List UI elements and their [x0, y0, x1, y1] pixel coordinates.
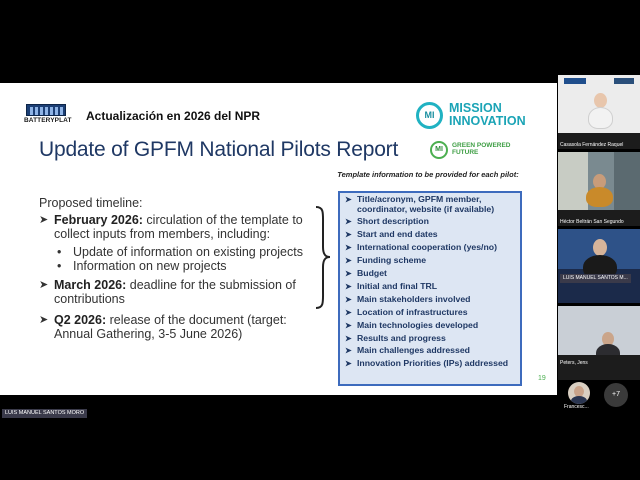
template-item: ➤ Results and progress [345, 332, 446, 343]
participant-tile[interactable] [558, 306, 640, 380]
bullet-dot-icon: • [57, 259, 62, 273]
template-item: ➤ Start and end dates [345, 229, 438, 240]
mi-logo-line2: INNOVATION [449, 114, 526, 128]
template-item: ➤ Title/acronym, GPFM member, coordinator, website (if available) [345, 194, 495, 214]
template-item: ➤ Initial and final TRL [345, 280, 438, 291]
arrow-bullet-icon: ➤ [39, 214, 49, 226]
template-item: ➤ Location of infrastructures [345, 306, 468, 317]
presenter-name-label: LUIS MANUEL SANTOS MORO [2, 409, 87, 418]
more-participants-button[interactable]: +7 [604, 383, 628, 407]
arrow-bullet-icon: ➤ [345, 230, 352, 240]
arrow-bullet-icon: ➤ [345, 269, 352, 279]
timeline-item-february: ➤ February 2026: circulation of the template to collect inputs from members, including: [39, 213, 303, 241]
arrow-bullet-icon: ➤ [345, 195, 352, 204]
gpf-logo-line2: FUTURE [452, 149, 479, 156]
shared-slide [0, 83, 557, 395]
arrow-bullet-icon: ➤ [345, 333, 352, 343]
gpf-logo-line1: GREEN POWERED [452, 142, 511, 149]
participant-tile[interactable] [558, 152, 640, 226]
arrow-bullet-icon: ➤ [345, 320, 352, 330]
arrow-bullet-icon: ➤ [345, 281, 352, 291]
participant-name: Casasola Fernández Raquel [560, 142, 624, 148]
arrow-bullet-icon: ➤ [39, 279, 49, 291]
mi-circle-icon: MI [416, 102, 443, 129]
batteryplat-logo-text: BATTERYPLAT [24, 117, 72, 124]
template-item: ➤ Innovation Priorities (IPs) addressed [345, 358, 509, 369]
sub-item-update: • Update of information on existing projects [57, 245, 303, 259]
arrow-bullet-icon: ➤ [345, 346, 352, 356]
template-item: ➤ Short description [345, 216, 429, 227]
background-logos [562, 78, 636, 86]
participant-tile[interactable] [558, 229, 640, 303]
participant-head [594, 93, 607, 108]
template-item: ➤ Main technologies developed [345, 319, 479, 330]
sub-item-new: • Information on new projects [57, 259, 227, 273]
green-powered-future-logo [430, 141, 520, 167]
slide-page-number: 19 [538, 375, 546, 382]
participant-name: LUIS MANUEL SANTOS M... [560, 274, 631, 283]
timeline-intro: Proposed timeline: [39, 196, 143, 210]
template-item: ➤ International cooperation (yes/no) [345, 242, 497, 253]
slide-header: Actualización en 2026 del NPR [86, 109, 261, 123]
template-info-box [338, 191, 522, 386]
bullet-dot-icon: • [57, 245, 62, 259]
mi-logo-line1: MISSION [449, 101, 502, 115]
participant-name: Héctor Beltrán San Segundo [560, 219, 624, 225]
template-heading: Template information to be provided for each pilot: [337, 170, 519, 179]
battery-icon [26, 104, 66, 116]
curly-brace-icon [314, 205, 332, 310]
template-item: ➤ Funding scheme [345, 255, 427, 266]
participant-avatar[interactable] [568, 382, 590, 404]
template-item: ➤ Main stakeholders involved [345, 293, 471, 304]
gpf-circle-icon: MI [430, 141, 448, 159]
timeline [39, 196, 319, 345]
arrow-bullet-icon: ➤ [345, 217, 352, 227]
batteryplat-logo [24, 103, 72, 127]
template-item: ➤ Main challenges addressed [345, 345, 470, 356]
participant-body [586, 187, 613, 207]
mission-innovation-logo [416, 101, 556, 131]
timeline-sub-list [39, 245, 319, 273]
template-item: ➤ Budget [345, 268, 387, 279]
arrow-bullet-icon: ➤ [345, 359, 352, 369]
participant-avatar-name: Francesc... [564, 404, 589, 410]
slide-title: Update of GPFM National Pilots Report [39, 138, 399, 161]
participant-name: Peters, Jens [560, 360, 588, 366]
overflow-row [558, 379, 640, 413]
timeline-item-march: ➤ March 2026: deadline for the submission of contributions [39, 278, 296, 306]
arrow-bullet-icon: ➤ [345, 294, 352, 304]
arrow-bullet-icon: ➤ [345, 307, 352, 317]
participant-body [588, 107, 613, 129]
timeline-item-q2: ➤ Q2 2026: release of the document (target: Annual Gathering, 3-5 June 2026) [39, 313, 287, 341]
participant-tile[interactable] [558, 75, 640, 149]
arrow-bullet-icon: ➤ [39, 314, 49, 326]
arrow-bullet-icon: ➤ [345, 256, 352, 266]
arrow-bullet-icon: ➤ [345, 243, 352, 253]
participant-head [593, 239, 607, 256]
